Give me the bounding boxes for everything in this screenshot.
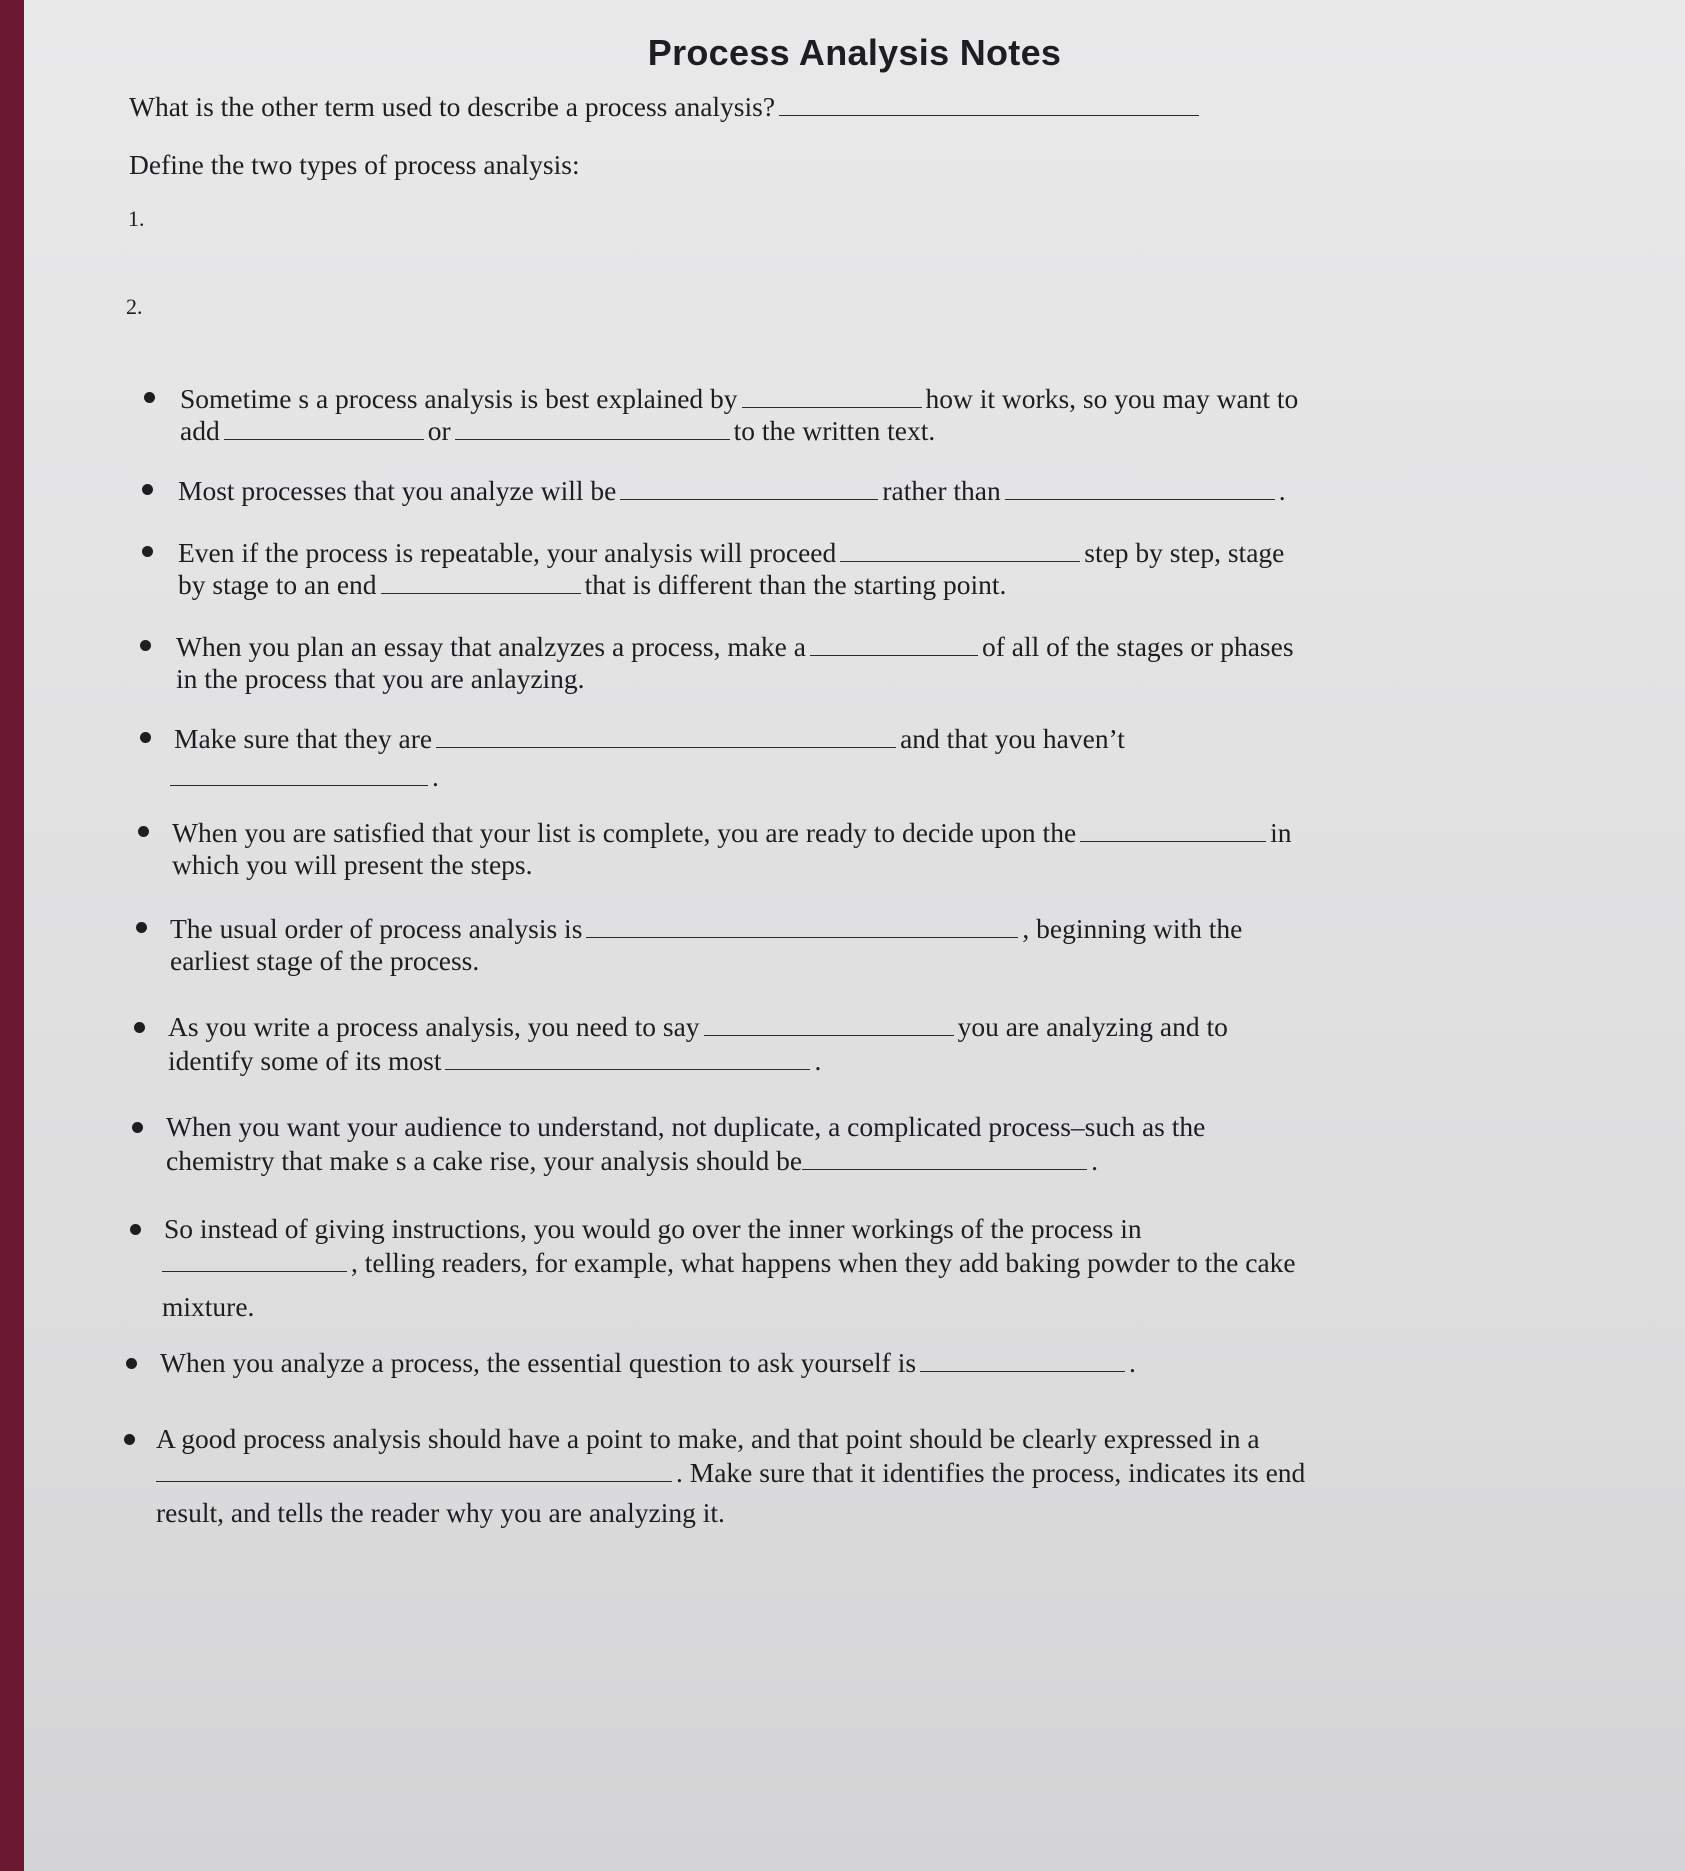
answer-blank[interactable] — [840, 537, 1080, 562]
bullet-dot — [126, 1358, 137, 1369]
text-span: The usual order of process analysis is — [170, 913, 583, 944]
answer-blank[interactable] — [170, 761, 428, 786]
text-span: in — [1270, 817, 1292, 848]
bullet-dot — [136, 922, 147, 933]
text-span: As you write a process analysis, you need to say — [168, 1011, 700, 1042]
text-span: . — [1278, 475, 1286, 506]
bullet-11-line-1 — [160, 1346, 1136, 1380]
bullet-1-line-2 — [180, 414, 935, 448]
bullet-dot — [142, 546, 153, 557]
bullet-4-line-2: in the process that you are anlayzing. — [176, 663, 585, 694]
text-span: When you are satisfied that your list is complete, you are ready to decide upon the — [172, 817, 1077, 848]
text-span: or — [427, 415, 451, 446]
bullet-7-line-1 — [170, 912, 1242, 946]
bullet-1-line-1 — [180, 382, 1298, 416]
text-span: Sometime s a process analysis is best explained by — [180, 383, 738, 414]
question-define-types: Define the two types of process analysis: — [129, 149, 580, 180]
answer-blank[interactable] — [920, 1347, 1125, 1372]
text-span: , telling readers, for example, what happens when they add baking powder to the cake — [351, 1247, 1296, 1278]
text-span: rather than — [882, 475, 1001, 506]
text-span: you are analyzing and to — [957, 1011, 1228, 1042]
text-span: Make sure that they are — [174, 723, 433, 754]
bullet-2-line-1 — [178, 474, 1286, 508]
answer-blank[interactable] — [162, 1247, 347, 1272]
text-span: , beginning with the — [1022, 913, 1243, 944]
text-span: When you plan an essay that analzyzes a process, make a — [176, 631, 806, 662]
bullet-8-line-1 — [168, 1010, 1228, 1044]
answer-blank[interactable] — [779, 91, 1199, 116]
answer-blank[interactable] — [704, 1011, 954, 1036]
text-span: of all of the stages or phases — [981, 631, 1294, 662]
bullet-12-line-3: result, and tells the reader why you are analyzing it. — [156, 1497, 725, 1528]
bullet-3-line-2 — [178, 568, 1006, 602]
answer-blank[interactable] — [1080, 817, 1266, 842]
bullet-4-line-1 — [176, 630, 1294, 664]
text-span: Even if the process is repeatable, your analysis will proceed — [178, 537, 837, 568]
bullet-3-line-1 — [178, 536, 1284, 570]
text-span: by stage to an end — [178, 569, 377, 600]
bullet-dot — [124, 1434, 135, 1445]
text-span: . Make sure that it identifies the process, indicates its end — [676, 1457, 1306, 1488]
bullet-10-line-1: So instead of giving instructions, you would go over the inner workings of the process in — [164, 1213, 1142, 1244]
text-span: . — [1129, 1347, 1136, 1378]
bullet-8-line-2 — [168, 1044, 821, 1078]
bullet-10-line-3: mixture. — [162, 1291, 255, 1322]
text-span: . — [1091, 1145, 1099, 1176]
bullet-9-line-1: When you want your audience to understand, not duplicate, a complicated process–such as the — [166, 1111, 1206, 1142]
answer-blank[interactable] — [381, 569, 581, 594]
answer-blank[interactable] — [1005, 475, 1275, 500]
answer-blank[interactable] — [445, 1045, 810, 1070]
bullet-dot — [140, 640, 151, 651]
bullet-6-line-2: which you will present the steps. — [172, 849, 533, 880]
bullet-5-line-1 — [174, 722, 1125, 756]
bullet-dot — [134, 1022, 145, 1033]
text-span: step by step, stage — [1084, 537, 1285, 568]
question-other-term — [129, 90, 1203, 124]
text-span: When you analyze a process, the essential question to ask yourself is — [160, 1347, 917, 1378]
text-span: that is different than the starting point. — [584, 569, 1007, 600]
bullet-dot — [142, 484, 153, 495]
answer-blank[interactable] — [620, 475, 878, 500]
list-number-1: 1. — [128, 206, 145, 231]
text-span: Most processes that you analyze will be — [178, 475, 617, 506]
bullet-dot — [144, 392, 155, 403]
bullet-9-line-2 — [166, 1144, 1098, 1178]
bullet-10-line-2 — [162, 1246, 1296, 1280]
answer-blank[interactable] — [742, 383, 922, 408]
bullet-7-line-2: earliest stage of the process. — [170, 945, 480, 976]
list-number-2: 2. — [126, 294, 143, 319]
answer-blank[interactable] — [224, 415, 424, 440]
bullet-5-line-2 — [170, 760, 439, 794]
bullet-12-line-1: A good process analysis should have a point to make, and that point should be clearly expressed in a — [156, 1423, 1260, 1454]
bullet-dot — [132, 1122, 143, 1133]
text-span: chemistry that make s a cake rise, your analysis should be — [166, 1145, 803, 1176]
question-text: What is the other term used to describe a process analysis? — [129, 91, 776, 122]
worksheet-page — [24, 0, 1685, 1871]
text-span: . — [432, 761, 439, 792]
text-span: add — [180, 415, 220, 446]
answer-blank[interactable] — [156, 1457, 672, 1482]
bullet-6-line-1 — [172, 816, 1292, 850]
answer-blank[interactable] — [810, 631, 978, 656]
answer-blank[interactable] — [586, 913, 1018, 938]
text-span: to the written text. — [733, 415, 936, 446]
bullet-12-line-2 — [156, 1456, 1305, 1490]
page-title: Process Analysis Notes — [647, 32, 1062, 73]
answer-blank[interactable] — [455, 415, 730, 440]
bullet-dot — [140, 732, 151, 743]
answer-blank[interactable] — [802, 1145, 1087, 1170]
answer-blank[interactable] — [436, 723, 896, 748]
text-span: and that you haven’t — [900, 723, 1125, 754]
bullet-dot — [130, 1224, 141, 1235]
text-span: how it works, so you may want to — [925, 383, 1299, 414]
bullet-dot — [138, 826, 149, 837]
text-span: . — [814, 1045, 822, 1076]
text-span: identify some of its most — [168, 1045, 442, 1076]
